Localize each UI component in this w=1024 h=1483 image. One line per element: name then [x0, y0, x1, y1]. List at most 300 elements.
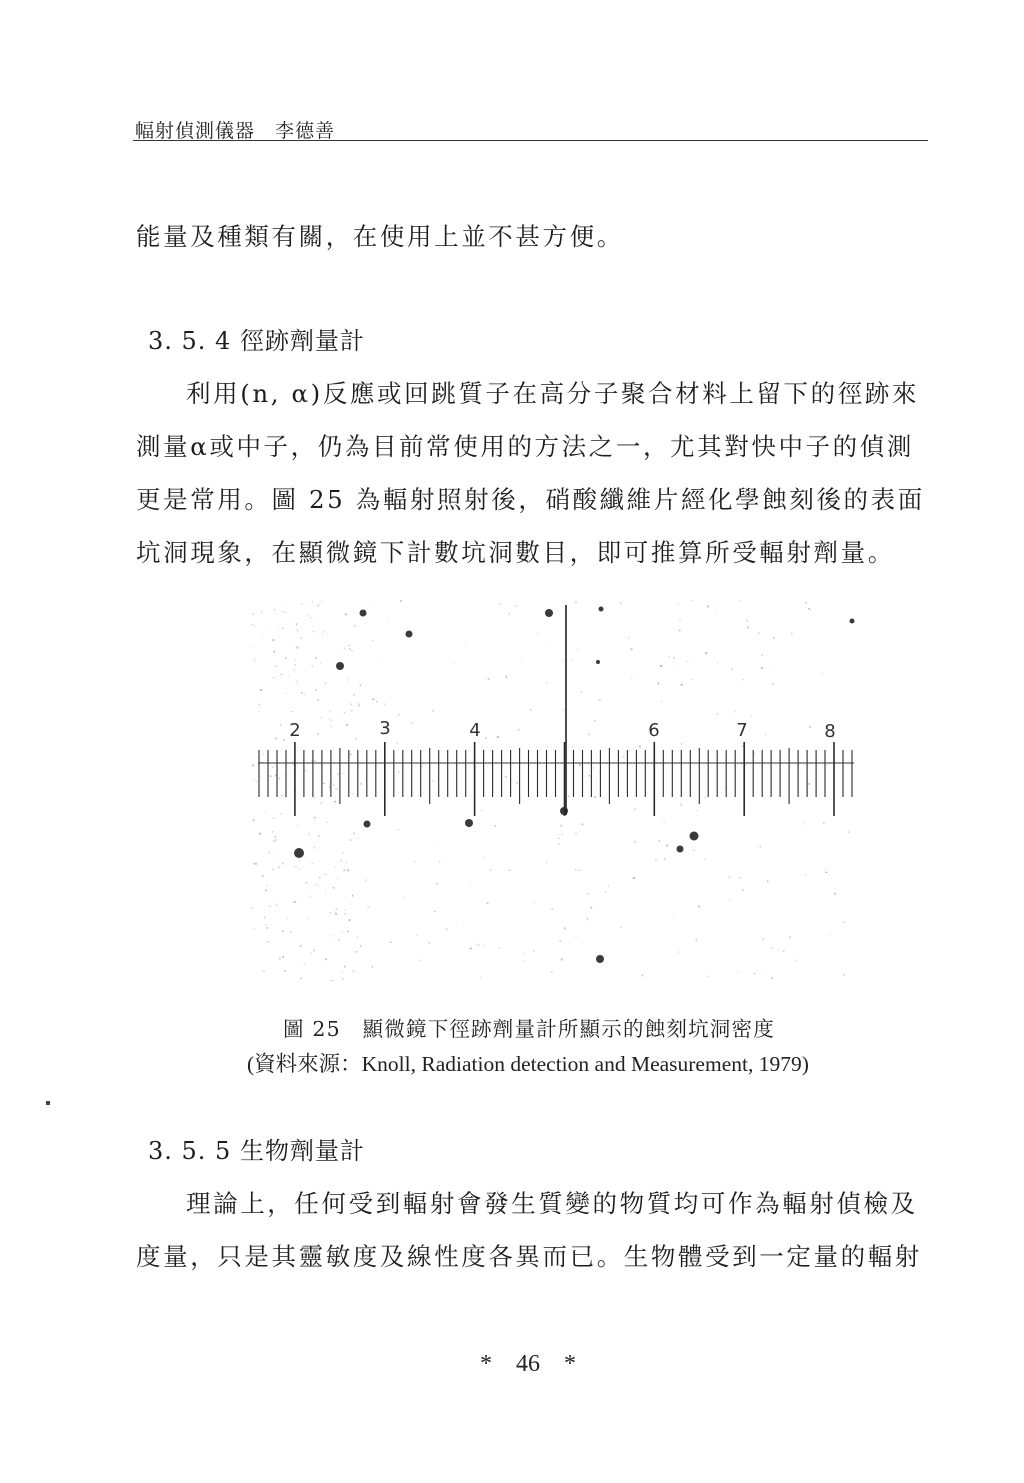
speckle [575, 833, 577, 835]
speckle [283, 739, 284, 741]
speckle [497, 736, 499, 738]
speckle [373, 603, 374, 604]
speckle [342, 971, 343, 973]
speckle [266, 927, 268, 928]
speckle [398, 771, 399, 773]
speckle [808, 608, 810, 609]
speckle [453, 662, 455, 663]
speckle [360, 783, 361, 785]
speckle [318, 885, 319, 886]
speckle [266, 885, 268, 887]
speckle [400, 600, 402, 602]
speckle [728, 876, 730, 878]
speckle [252, 765, 254, 766]
speckle [318, 733, 320, 734]
speckle [843, 974, 845, 975]
speckle [279, 958, 281, 960]
speckle [599, 700, 601, 701]
speckle [312, 863, 313, 864]
speckle [336, 908, 337, 909]
speckle [273, 841, 275, 842]
speckle [705, 652, 707, 654]
speckle [740, 600, 742, 601]
speckle [331, 980, 333, 981]
speckle [352, 793, 353, 794]
speckle [523, 960, 525, 961]
speckle [772, 683, 773, 685]
speckle [390, 942, 392, 943]
speckle [265, 924, 266, 926]
speckle [337, 878, 338, 879]
page-number: * 46 * [480, 1351, 576, 1377]
speckle [285, 970, 286, 972]
speckle [678, 603, 679, 604]
speckle [469, 885, 470, 886]
speckle [660, 665, 662, 667]
speckle [309, 833, 310, 835]
speckle [639, 745, 641, 747]
speckle [318, 835, 320, 837]
speckle [717, 662, 718, 663]
running-header: 幅射偵測儀器 李德善 [135, 120, 336, 142]
speckle [693, 850, 695, 851]
speckle [314, 797, 315, 799]
speckle [295, 664, 296, 665]
speckle [485, 677, 486, 678]
speckle [687, 661, 689, 662]
speckle [761, 667, 763, 669]
speckle [552, 908, 553, 910]
speckle [830, 933, 831, 934]
speckle [251, 907, 253, 908]
speckle [456, 925, 457, 926]
intro-line: 能量及種類有關，在使用上並不甚方便。 [136, 222, 624, 251]
scale-label-2: 2 [289, 720, 301, 741]
speckle [263, 970, 265, 972]
speckle [325, 958, 327, 960]
speckle [765, 734, 766, 735]
speckle [674, 657, 675, 659]
speckle [664, 858, 666, 860]
speckle-noise [251, 600, 850, 981]
speckle [707, 605, 709, 607]
speckle [269, 905, 270, 907]
speckle [403, 897, 404, 899]
speckle [760, 846, 762, 848]
speckle [337, 774, 339, 775]
speckle [516, 782, 518, 783]
speckle [518, 730, 519, 732]
speckle [290, 931, 292, 933]
speckle [481, 810, 482, 812]
speckle [679, 952, 680, 953]
speckle [329, 786, 330, 788]
speckle [311, 952, 312, 954]
speckle [252, 624, 253, 626]
speckle [742, 679, 744, 680]
speckle [302, 782, 303, 783]
speckle [348, 679, 349, 680]
speckle [533, 902, 535, 903]
speckle [288, 641, 289, 642]
etch-pit [294, 848, 304, 858]
speckle [333, 785, 335, 786]
speckle [358, 705, 360, 707]
section-354-line-2: 測量α或中子，仍為目前常使用的方法之一，尤其對快中子的偵測 [136, 432, 914, 461]
speckle [568, 795, 570, 797]
speckle [300, 638, 302, 639]
speckle [274, 837, 276, 838]
speckle [295, 901, 297, 903]
speckle [483, 857, 485, 858]
speckle [264, 917, 265, 919]
speckle [761, 969, 762, 970]
speckle [344, 648, 346, 650]
speckle [704, 859, 706, 860]
speckle [594, 720, 596, 722]
speckle [351, 650, 353, 652]
speckle [791, 633, 792, 635]
speckle [490, 869, 491, 871]
speckle [253, 820, 255, 822]
speckle [300, 945, 302, 947]
speckle [464, 643, 465, 644]
speckle [344, 712, 345, 713]
etch-pit [406, 631, 413, 638]
speckle [668, 656, 669, 657]
speckle [305, 670, 307, 671]
speckle [297, 629, 298, 631]
speckle [488, 678, 490, 680]
speckle [575, 601, 576, 603]
speckle [301, 604, 303, 605]
speckle [704, 797, 705, 799]
speckle [605, 891, 606, 893]
etch-pit [850, 619, 855, 624]
speckle [275, 856, 277, 857]
speckle [717, 713, 718, 715]
speckle [295, 658, 296, 660]
speckle [339, 940, 340, 941]
speckle [259, 710, 260, 712]
speckle [365, 879, 367, 881]
speckle [558, 843, 560, 845]
speckle [280, 724, 281, 726]
etch-pit [336, 662, 344, 670]
speckle [335, 866, 337, 868]
speckle [546, 682, 547, 683]
speckle [346, 862, 348, 863]
speckle [773, 668, 774, 669]
speckle [545, 642, 546, 643]
speckle [808, 783, 810, 785]
speckle [495, 825, 496, 827]
speckle [344, 966, 346, 968]
section-354-line-3: 更是常用。圖 25 為輻射照射後，硝酸纖維片經化學蝕刻後的表面 [136, 485, 925, 514]
speckle [560, 825, 562, 827]
scale-label-3: 3 [379, 718, 391, 739]
speckle [360, 684, 362, 686]
speckle [367, 906, 369, 907]
speckle [353, 971, 354, 973]
speckle [342, 930, 343, 932]
speckle [398, 714, 399, 716]
speckle [344, 909, 345, 910]
speckle [308, 918, 310, 920]
speckle [282, 930, 283, 932]
speckle [485, 738, 487, 739]
speckle [253, 779, 255, 780]
speckle [506, 676, 507, 678]
speckle [343, 852, 345, 853]
speckle [268, 852, 270, 854]
scale-label-4: 4 [469, 720, 481, 741]
speckle [559, 940, 561, 941]
speckle [319, 877, 321, 879]
speckle [519, 729, 520, 731]
speckle [279, 777, 280, 779]
speckle [594, 796, 596, 798]
speckle [783, 951, 785, 952]
figure-caption: 圖 25 顯微鏡下徑跡劑量計所顯示的蝕刻坑洞密度 [283, 1017, 775, 1041]
speckle [321, 601, 322, 602]
speckle [285, 612, 287, 613]
speckle [316, 689, 317, 691]
speckle [326, 822, 327, 823]
speckle [411, 723, 412, 725]
speckle [264, 812, 266, 813]
speckle [335, 913, 337, 915]
speckle [265, 631, 266, 632]
speckle [279, 866, 280, 868]
speckle [563, 709, 564, 710]
speckle [252, 863, 254, 864]
section-355-line-2: 度量，只是其靈敏度及線性度各異而已。生物體受到一定量的輻射 [136, 1242, 922, 1271]
speckle [260, 689, 262, 691]
speckle [834, 893, 836, 895]
speckle [288, 676, 290, 677]
speckle [634, 808, 636, 809]
speckle [758, 632, 759, 634]
speckle [305, 770, 307, 772]
speckle [416, 935, 418, 936]
speckle [347, 869, 349, 871]
speckle [681, 743, 682, 745]
speckle [437, 840, 438, 841]
speckle [285, 748, 286, 749]
speckle [272, 831, 273, 833]
speckle [304, 964, 306, 965]
speckle [323, 631, 325, 633]
speckle [581, 691, 583, 693]
speckle [259, 833, 261, 835]
speckle [327, 634, 328, 635]
etch-pit [596, 955, 604, 963]
speckle [294, 669, 295, 671]
speckle [640, 748, 641, 749]
speckle [737, 971, 739, 972]
speckle [823, 822, 824, 824]
speckle [546, 861, 547, 863]
speckle [378, 658, 379, 659]
speckle [659, 756, 660, 757]
speckle [273, 639, 274, 641]
speckle [357, 937, 359, 938]
speckle [282, 611, 284, 612]
speckle [333, 887, 335, 889]
speckle [509, 870, 511, 871]
speckle [505, 776, 507, 777]
section-354-line-1: 利用(n, α)反應或回跳質子在高分子聚合材料上留下的徑跡來 [186, 379, 920, 408]
speckle [306, 882, 308, 883]
speckle [628, 637, 629, 639]
speckle [276, 903, 277, 905]
speckle [746, 620, 747, 622]
speckle [696, 939, 698, 941]
speckle [267, 941, 269, 942]
speckle [318, 605, 320, 607]
speckle [822, 673, 823, 674]
speckle [272, 869, 274, 870]
speckle [313, 631, 314, 632]
speckle [261, 612, 263, 614]
speckle [325, 683, 326, 685]
speckle [680, 804, 681, 806]
speckle [353, 694, 355, 695]
speckle [255, 863, 257, 865]
speckle [679, 619, 681, 620]
speckle [509, 613, 510, 615]
speckle [623, 756, 625, 757]
speckle [761, 655, 763, 656]
speckle [809, 726, 811, 728]
speckle [587, 918, 588, 920]
speckle [270, 775, 272, 777]
speckle [334, 909, 335, 911]
speckle [331, 720, 333, 721]
speckle [322, 635, 323, 636]
speckle [398, 829, 399, 831]
speckle [530, 709, 532, 711]
speckle [446, 928, 447, 930]
speckle [587, 893, 589, 895]
speckle [778, 949, 779, 951]
speckle [353, 832, 354, 834]
speckle [358, 703, 359, 705]
speckle [285, 658, 287, 659]
speckle [317, 699, 319, 701]
speckle [739, 877, 741, 879]
speckle [805, 874, 806, 875]
speckle [579, 764, 581, 766]
speckle [642, 975, 644, 977]
speckle [345, 614, 347, 616]
speckle [735, 711, 737, 713]
speckle [351, 710, 352, 712]
speckle [673, 917, 674, 918]
speckle [742, 745, 744, 746]
speckle [575, 869, 577, 870]
speckle [330, 935, 331, 936]
speckle [350, 903, 351, 905]
speckle [576, 937, 577, 938]
speckle [285, 797, 286, 798]
speckle [300, 978, 301, 980]
speckle [608, 885, 609, 886]
scale-label-6: 6 [648, 720, 660, 741]
speckle [259, 704, 261, 706]
speckle [273, 677, 274, 678]
scan-speck [46, 1101, 50, 1105]
speckle [655, 859, 657, 860]
speckle [287, 918, 288, 919]
speckle [314, 847, 315, 848]
speckle [335, 788, 337, 790]
speckle [349, 648, 351, 650]
speckle [274, 609, 276, 611]
speckle [825, 872, 827, 873]
speckle [524, 953, 526, 954]
speckle [253, 764, 254, 765]
speckle [730, 899, 731, 901]
speckle [661, 701, 662, 702]
speckle [581, 824, 583, 826]
speckle [751, 716, 752, 718]
speckle [299, 869, 300, 870]
speckle [281, 795, 282, 797]
speckle [334, 801, 336, 803]
speckle [428, 942, 430, 943]
speckle [254, 928, 255, 930]
speckle [691, 679, 692, 680]
speckle [564, 927, 566, 929]
speckle [578, 870, 580, 871]
speckle [252, 614, 254, 615]
speckle [439, 861, 440, 863]
speckle [308, 615, 309, 617]
speckle [304, 694, 306, 695]
speckle [295, 866, 297, 867]
speckle [311, 617, 313, 618]
speckle [296, 623, 297, 625]
speckle [290, 774, 291, 775]
etch-pit [360, 610, 367, 617]
speckle [320, 802, 322, 804]
speckle [372, 640, 374, 641]
speckle [470, 948, 472, 950]
figure-source: (資料來源：Knoll, Radiation detection and Measurement, 1979) [247, 1052, 809, 1076]
speckle [578, 649, 580, 651]
speckle [312, 601, 314, 603]
speckle [681, 684, 683, 686]
speckle [420, 960, 421, 961]
speckle [533, 951, 535, 952]
scale-label-8: 8 [824, 721, 836, 742]
speckle [707, 976, 709, 977]
speckle [256, 781, 257, 782]
speckle [422, 766, 423, 767]
speckle [589, 775, 591, 776]
speckle [754, 973, 756, 974]
speckle [315, 657, 317, 659]
speckle [280, 813, 282, 814]
speckle [301, 692, 303, 693]
speckle [631, 648, 633, 650]
speckle [478, 944, 480, 946]
speckle [634, 841, 636, 843]
speckle [432, 710, 434, 712]
speckle [593, 767, 594, 769]
